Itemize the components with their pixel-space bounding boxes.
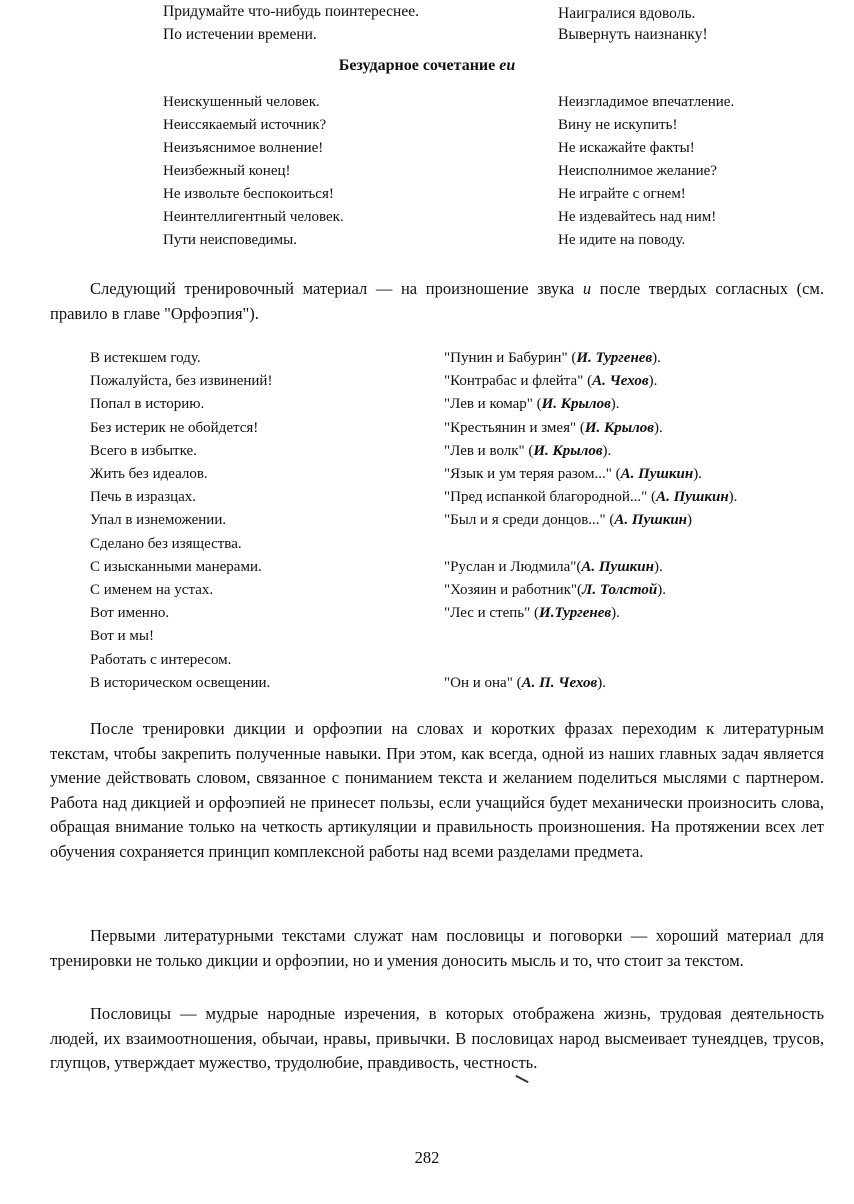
paragraph: После тренировки дикции и орфоэпии на словах и коротких фразах переходим к литературным текстам, чтобы закрепить полученные навыки. При этом, как всегда, одной из наших главных задач является умение действовать словом, связанное с пониманием текста и желанием поделиться мыслями с партнером. Работа над дикцией и орфоэпией не принесет пользы, если учащийся будет механически произносить слова, обращая внимание только на четкость артикуляции и правильность произношения. На протяжении всех лет обучения сохраняется принцип комплексной работы над всеми разделами предмета. bbox=[50, 719, 824, 861]
phrase-left: Сделано без изящества. bbox=[90, 535, 242, 552]
phrase-left: Неискушенный человек. bbox=[163, 94, 320, 110]
reference-end: ). bbox=[657, 581, 666, 598]
reference-end: ) bbox=[687, 512, 692, 529]
phrase-left: Неизбежный конец! bbox=[163, 163, 291, 179]
paragraph-text: после твердых согласных (см. правило в главе "Орфоэпия"). bbox=[50, 279, 824, 323]
phrase-left: Без истерик не обойдется! bbox=[90, 419, 259, 436]
work-title: "Руслан и Людмила"( bbox=[444, 558, 582, 575]
work-title: "Хозяин и работник"( bbox=[444, 581, 583, 598]
list-item bbox=[90, 672, 820, 695]
phrase-left: В историческом освещении. bbox=[90, 674, 271, 691]
work-reference bbox=[444, 605, 620, 622]
phrase-left: Всего в избытке. bbox=[90, 442, 197, 459]
work-author: А. Чехов bbox=[592, 373, 649, 390]
phrase-left: Неиссякаемый источник? bbox=[163, 117, 327, 133]
exercise-list-unstressed bbox=[163, 91, 803, 252]
phrase-left: Работать с интересом. bbox=[90, 651, 232, 668]
list-item bbox=[90, 347, 820, 370]
reference-end: ). bbox=[648, 373, 658, 390]
list-item bbox=[90, 463, 820, 486]
work-title: "Крестьянин и змея" ( bbox=[444, 419, 585, 436]
work-title: "Язык и ум теряя разом..." ( bbox=[444, 466, 621, 483]
work-reference bbox=[444, 396, 620, 413]
work-reference bbox=[444, 559, 663, 576]
reference-end: ). bbox=[610, 396, 620, 413]
phrase-right: Не играйте с огнем! bbox=[558, 186, 686, 202]
paragraph: Пословицы — мудрые народные изречения, в которых отображена жизнь, трудовая деятельность людей, их взаимоотношения, обычаи, нравы, привычки. В пословицах народ высмеивает тунеядцев, трусов, глупцов, утверждает мужество, трудолюбие, правдивость, честность. bbox=[50, 1004, 824, 1072]
phrase-left: Не извольте беспокоиться! bbox=[163, 186, 334, 202]
work-reference bbox=[444, 582, 666, 599]
work-reference bbox=[444, 350, 661, 367]
work-author: И.Тургенев bbox=[539, 605, 612, 622]
reference-end: ). bbox=[693, 466, 702, 483]
work-title: "Лес и степь" ( bbox=[444, 605, 540, 622]
phrase-right: Неизгладимое впечатление. bbox=[558, 94, 735, 110]
work-title: "Был и я среди донцов..." ( bbox=[444, 512, 615, 529]
phrase-left: С изысканными манерами. bbox=[90, 558, 262, 575]
phrase-left: По истечении времени. bbox=[163, 25, 317, 43]
list-item bbox=[163, 23, 783, 46]
phrase-left: С именем на устах. bbox=[90, 581, 214, 598]
phrase-left: Жить без идеалов. bbox=[90, 466, 208, 483]
work-title: "Лев и комар" ( bbox=[444, 396, 542, 413]
list-item bbox=[163, 114, 803, 137]
paragraph bbox=[50, 277, 824, 326]
reference-end: ). bbox=[597, 674, 607, 691]
list-item bbox=[90, 440, 820, 463]
work-author: А. Пушкин bbox=[656, 489, 729, 506]
list-item bbox=[163, 160, 803, 183]
work-reference bbox=[444, 466, 702, 483]
phrase-left: Вот и мы! bbox=[90, 628, 154, 645]
phrase-left: Пожалуйста, без извинений! bbox=[90, 373, 273, 390]
paragraph-text: Следующий тренировочный материал — на произношение звука bbox=[90, 279, 583, 298]
reference-end: ). bbox=[602, 442, 612, 459]
heading-text: Безударное сочетание bbox=[338, 57, 500, 74]
section-heading bbox=[0, 57, 854, 75]
work-title: "Он и она" ( bbox=[444, 674, 522, 691]
work-author: И. Тургенев bbox=[576, 350, 653, 367]
phrase-left: Неинтеллигентный человек. bbox=[163, 209, 344, 225]
phrase-left: Попал в историю. bbox=[90, 396, 205, 413]
list-item bbox=[90, 370, 820, 393]
list-item bbox=[90, 533, 820, 556]
list-item bbox=[90, 602, 820, 625]
exercise-list-hard-consonants bbox=[90, 347, 820, 695]
list-item bbox=[163, 183, 803, 206]
reference-end: ). bbox=[654, 419, 663, 436]
work-author: И. Крылов bbox=[584, 419, 655, 436]
work-reference bbox=[444, 373, 657, 390]
cut-off-phrase: Наигралися вдоволь. bbox=[558, 4, 696, 22]
list-item bbox=[163, 206, 803, 229]
phrase-right: Не идите на поводу. bbox=[558, 232, 686, 248]
work-author: Л. Толстой bbox=[582, 581, 658, 598]
phrase-left: Вот именно. bbox=[90, 605, 170, 622]
work-reference bbox=[444, 443, 611, 460]
work-title: "Пред испанкой благородной..." ( bbox=[444, 489, 657, 506]
list-item bbox=[163, 229, 803, 252]
reference-end: ). bbox=[653, 558, 663, 575]
list-item bbox=[90, 556, 820, 579]
phrase-right bbox=[558, 3, 695, 21]
phrase-left: Печь в изразцах. bbox=[90, 489, 197, 506]
list-item bbox=[163, 0, 783, 23]
phrase-left: Неизъяснимое волнение! bbox=[163, 140, 324, 156]
page-number: 282 bbox=[414, 1148, 440, 1167]
top-fragment bbox=[163, 0, 783, 46]
paragraph: Первыми литературными текстами служат нам пословицы и поговорки — хороший материал для тренировки не только дикции и орфоэпии, но и умения доносить мысль и то, что стоит за текстом. bbox=[50, 926, 824, 970]
work-author: А. П. Чехов bbox=[521, 674, 598, 691]
work-reference bbox=[444, 675, 606, 692]
list-item bbox=[90, 393, 820, 416]
work-author: И. Крылов bbox=[533, 442, 603, 459]
phrase-right: Не издевайтесь над ним! bbox=[558, 209, 717, 225]
pen-mark bbox=[515, 1075, 528, 1083]
list-item bbox=[90, 579, 820, 602]
list-item bbox=[90, 417, 820, 440]
phrase-left: Упал в изнеможении. bbox=[90, 512, 227, 529]
sound-letter: и bbox=[582, 279, 592, 298]
work-reference bbox=[444, 489, 737, 506]
work-author: А. Пушкин bbox=[620, 466, 694, 483]
phrase-left: Придумайте что-нибудь поинтереснее. bbox=[163, 2, 419, 20]
work-title: "Лев и волк" ( bbox=[444, 442, 534, 459]
phrase-right: Неисполнимое желание? bbox=[558, 163, 717, 179]
work-reference bbox=[444, 512, 692, 529]
reference-end: ). bbox=[652, 350, 661, 367]
work-author: А. Пушкин bbox=[581, 558, 654, 575]
reference-end: ). bbox=[728, 489, 738, 506]
list-item bbox=[163, 137, 803, 160]
list-item bbox=[90, 486, 820, 509]
heading-italic: еи bbox=[499, 57, 516, 74]
reference-end: ). bbox=[611, 605, 620, 622]
work-author: И. Крылов bbox=[541, 396, 611, 413]
phrase-left: В истекшем году. bbox=[90, 350, 201, 367]
work-title: "Контрабас и флейта" ( bbox=[444, 373, 593, 390]
work-author: А. Пушкин bbox=[614, 512, 687, 529]
phrase-right: Вывернуть наизнанку! bbox=[558, 25, 708, 43]
list-item bbox=[90, 625, 820, 648]
work-reference bbox=[444, 420, 663, 437]
list-item bbox=[90, 648, 820, 671]
phrase-right: Вину не искупить! bbox=[558, 117, 678, 133]
phrase-right: Не искажайте факты! bbox=[558, 140, 695, 156]
phrase-left: Пути неисповедимы. bbox=[163, 232, 297, 248]
work-title: "Пунин и Бабурин" ( bbox=[444, 350, 577, 367]
list-item bbox=[90, 509, 820, 532]
list-item bbox=[163, 91, 803, 114]
